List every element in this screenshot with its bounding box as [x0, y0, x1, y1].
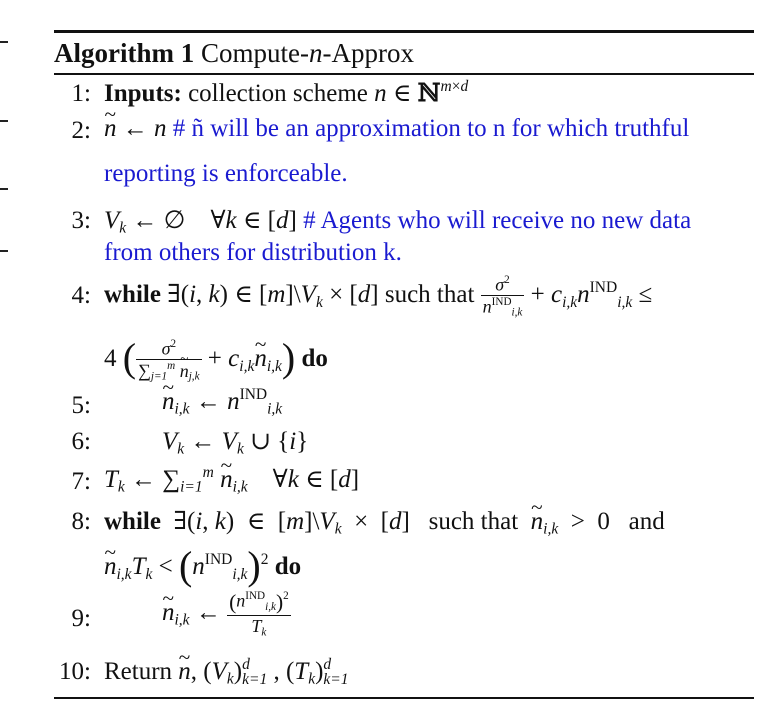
line-number: 2:: [71, 117, 91, 144]
line-5: ~ ni,k ← $n^{IND}i,k$: [162, 386, 282, 419]
line-number: 1:: [71, 80, 91, 107]
algorithm-name-suffix: -Approx: [322, 38, 414, 68]
line-number: 5:: [71, 392, 91, 419]
comment-line-2a: # ñ will be an approximation to n for which truthful: [172, 115, 690, 142]
comment-line-3b: from others for distribution k.: [104, 239, 402, 266]
line-6: Vk ← Vk ∪ {i}: [162, 428, 309, 458]
line-number: 3:: [71, 207, 91, 234]
line-number: 7:: [71, 468, 91, 495]
mid-rule: [54, 73, 754, 75]
such-that-text: such that: [428, 508, 519, 535]
line-number: 9:: [71, 605, 91, 632]
do-keyword: do: [301, 345, 328, 373]
bottom-rule: [54, 697, 754, 699]
algorithm-name-var: n: [308, 38, 323, 68]
line-number: 6:: [71, 428, 91, 455]
line-8-cont: ~ $ni,kTk < (n^{IND}i,k)^2$ do: [104, 542, 301, 589]
margin-tick: [0, 188, 8, 190]
algorithm-title: [54, 33, 754, 73]
comment-line-3a: # Agents who will receive no new data: [303, 207, 692, 234]
line-9: ~ ni,k ← $\frac{(n^{IND}i,k)^2}{Tk}$: [162, 590, 291, 638]
line-number: 8:: [71, 508, 91, 535]
margin-tick: [0, 41, 8, 43]
margin-tick: [0, 120, 8, 122]
inputs-text: collection scheme: [188, 80, 368, 108]
line-number: 4:: [71, 282, 91, 309]
such-that-text: such that: [384, 281, 475, 309]
do-keyword: do: [274, 553, 302, 581]
while-keyword: while: [104, 508, 161, 535]
algorithm-label: Algorithm 1: [54, 38, 195, 68]
line-4-cont: 4 ( $\frac{\sigma^2}{\sum j=1^m \sim nj,k}$ + ci,k~ ni,k) do: [104, 334, 328, 383]
line-7: Tk ← $\sum i=1^m$ ~ ni,k ∀k ∈ [d]: [104, 464, 359, 497]
line-number: 10:: [59, 658, 91, 685]
return-keyword: Return: [104, 658, 173, 686]
margin-tick: [0, 250, 8, 252]
algorithm-name: Compute-: [200, 38, 309, 68]
line-4: while ∃(i, k) ∈ [m]\Vk × [d] such that $\frac{\sigma^2}{n^{IND}i,k}$ + $ci,kn^{IND}i,k$ ≤: [104, 274, 653, 319]
line-3: Vk ← ∅ ∀k ∈ [d] # Agents who will receive no new data: [104, 207, 692, 237]
line-1: Inputs: collection scheme n ∈ ℕ$^{m\times d}$: [104, 78, 469, 108]
and-text: and: [628, 508, 665, 535]
line-8: while ∃(i, k) ∈ [m]\Vk × [d] such that ~ ni,k > 0 and: [104, 506, 665, 539]
line-10: Return ~ n, $(Vk)^dk=1$ , $(Tk)^dk=1$: [104, 656, 349, 689]
inputs-label: Inputs:: [104, 80, 182, 108]
line-2: ~ n ← n # ñ will be an approximation to n for which truthful: [104, 115, 689, 143]
algorithm-box: [54, 30, 754, 75]
comment-line-2b: reporting is enforceable.: [104, 160, 348, 187]
while-keyword: while: [104, 281, 161, 309]
